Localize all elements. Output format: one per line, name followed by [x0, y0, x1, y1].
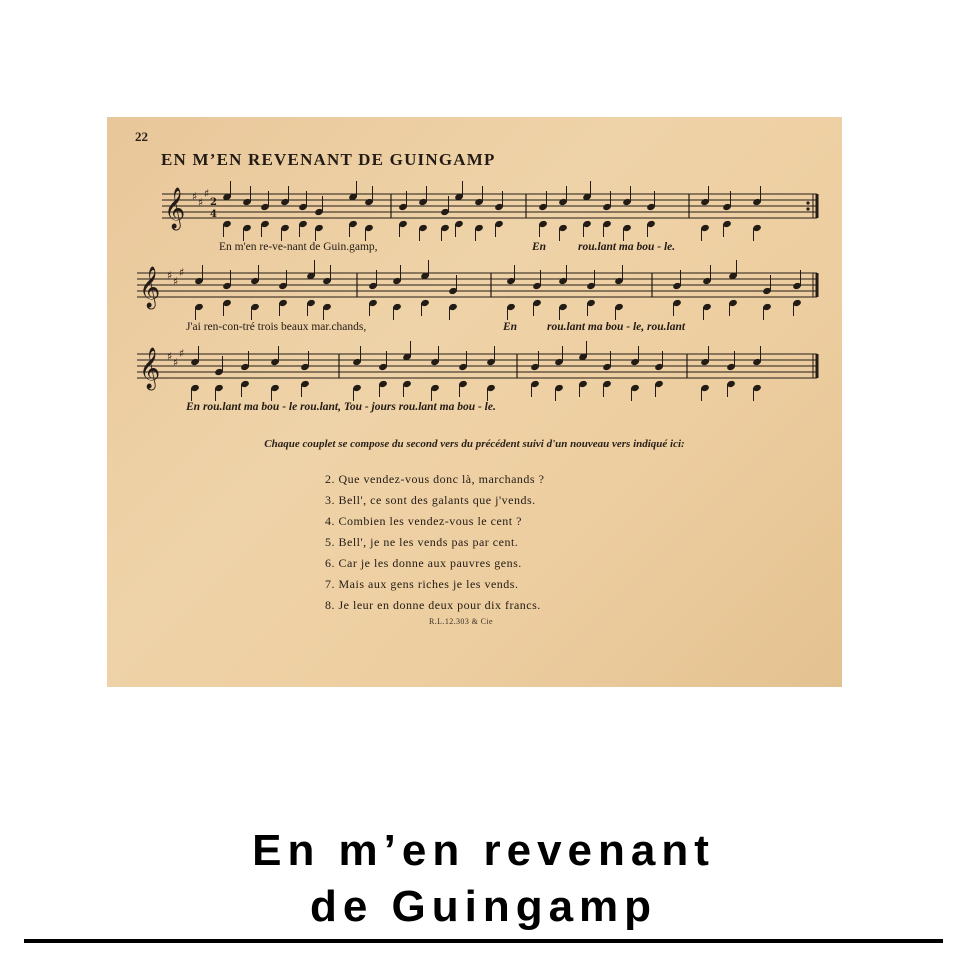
lyric-line-1-c: rou.lant ma bou - le.: [578, 241, 676, 253]
verse-item: 2. Que vendez-vous donc là, marchands ?: [325, 472, 545, 486]
sharp-icon: ♯: [167, 269, 173, 282]
lyric-line-2-b: En: [503, 321, 518, 333]
lyric-line-2-a: J'ai ren-con-tré trois beaux mar.chands,: [186, 321, 367, 333]
caption-line-1: En m’en revenant: [252, 826, 715, 875]
treble-clef-icon: 𝄞: [164, 188, 186, 229]
treble-clef-icon: 𝄞: [139, 267, 161, 308]
verse-item: 7. Mais aux gens riches je les vends.: [325, 577, 519, 591]
repeat-dot: [806, 201, 809, 204]
publisher-reference: R.L.12.303 & Cie: [429, 617, 493, 626]
lyric-line-1-b: En: [532, 241, 547, 253]
verse-item: 4. Combien les vendez-vous le cent ?: [325, 514, 522, 528]
lyric-line-2-c: rou.lant ma bou - le, rou.lant: [547, 321, 686, 333]
couplet-note: Chaque couplet se compose du second vers du précédent suivi d'un nouveau vers indiqué ici:: [264, 438, 685, 450]
time-signature-top: 2: [210, 197, 217, 208]
caption-line-2: de Guingamp: [309, 882, 658, 931]
sheet-music-page: [107, 117, 842, 687]
verse-item: 5. Bell', je ne les vends pas par cent.: [325, 535, 519, 549]
sharp-icon: ♯: [198, 196, 204, 209]
sharp-icon: ♯: [192, 190, 198, 203]
sharp-icon: ♯: [173, 356, 179, 369]
page-number: 22: [135, 129, 148, 144]
sharp-icon: ♯: [179, 266, 185, 279]
song-title: EN M’EN REVENANT DE GUINGAMP: [161, 150, 496, 169]
sharp-icon: ♯: [204, 187, 210, 200]
caption-underline: [24, 939, 943, 943]
sharp-icon: ♯: [167, 350, 173, 363]
lyric-line-1-a: En m'en re-ve-nant de Guin.gamp,: [219, 241, 378, 253]
verse-item: 8. Je leur en donne deux pour dix francs.: [325, 598, 541, 612]
verse-item: 6. Car je les donne aux pauvres gens.: [325, 556, 522, 570]
treble-clef-icon: 𝄞: [139, 348, 161, 389]
sharp-icon: ♯: [173, 275, 179, 288]
sharp-icon: ♯: [179, 347, 185, 360]
verse-item: 3. Bell', ce sont des galants que j'vends.: [325, 493, 536, 507]
time-signature-bottom: 4: [210, 209, 217, 220]
lyric-line-3: En rou.lant ma bou - le rou.lant, Tou - jours rou.lant ma bou - le.: [186, 401, 496, 413]
verse-list: [325, 469, 544, 616]
repeat-dot: [806, 207, 809, 210]
